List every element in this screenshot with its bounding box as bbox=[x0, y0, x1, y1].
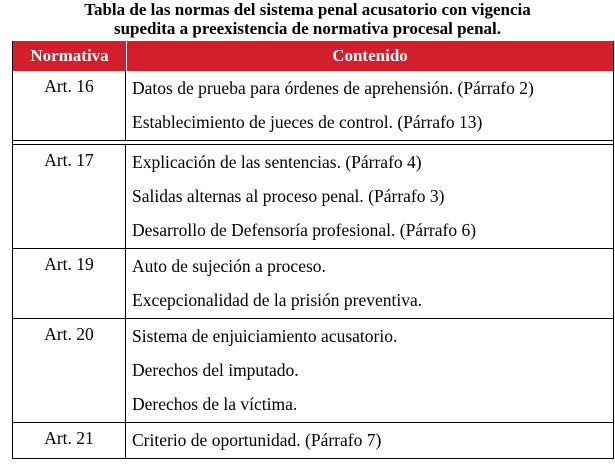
content-item: Sistema de enjuiciamiento acusatorio. bbox=[132, 326, 398, 346]
content-item: Datos de prueba para órdenes de aprehensión. (Párrafo 2) bbox=[132, 78, 534, 98]
content-item: Excepcionalidad de la prisión preventiva. bbox=[132, 290, 423, 310]
article-cell: Art. 20 bbox=[13, 319, 126, 422]
table-row-art-16 bbox=[13, 71, 613, 141]
norms-table bbox=[12, 41, 614, 459]
article-cell: Art. 17 bbox=[13, 145, 126, 248]
table-row-art-17 bbox=[13, 144, 613, 249]
content-item: Salidas alternas al proceso penal. (Párrafo 3) bbox=[132, 186, 445, 206]
article-cell: Art. 19 bbox=[13, 249, 126, 318]
content-item: Desarrollo de Defensoría profesional. (Párrafo 6) bbox=[132, 220, 477, 240]
content-cell bbox=[126, 71, 613, 140]
article-cell: Art. 16 bbox=[13, 71, 126, 140]
table-row-art-19 bbox=[13, 249, 613, 319]
content-item: Establecimiento de jueces de control. (Párrafo 13) bbox=[132, 112, 483, 132]
content-cell bbox=[126, 319, 613, 422]
caption-line-1: Tabla de las normas del sistema penal acusatorio con vigencia bbox=[84, 0, 531, 19]
content-cell bbox=[126, 423, 613, 458]
content-cell bbox=[126, 145, 613, 248]
table-header bbox=[13, 41, 613, 71]
table-row-art-20 bbox=[13, 319, 613, 423]
content-item: Explicación de las sentencias. (Párrafo 4) bbox=[132, 152, 422, 172]
content-cell bbox=[126, 249, 613, 318]
caption-line-2: supedita a preexistencia de normativa procesal penal. bbox=[113, 19, 502, 38]
article-cell: Art. 21 bbox=[13, 423, 126, 458]
table-row-art-21 bbox=[13, 423, 613, 459]
header-contenido: Contenido bbox=[332, 46, 408, 65]
content-item: Auto de sujeción a proceso. bbox=[132, 256, 326, 276]
content-item: Derechos del imputado. bbox=[132, 360, 299, 380]
header-normativa: Normativa bbox=[13, 41, 127, 71]
content-item: Criterio de oportunidad. (Párrafo 7) bbox=[132, 430, 382, 450]
content-item: Derechos de la víctima. bbox=[132, 394, 298, 414]
table-caption bbox=[0, 0, 615, 38]
